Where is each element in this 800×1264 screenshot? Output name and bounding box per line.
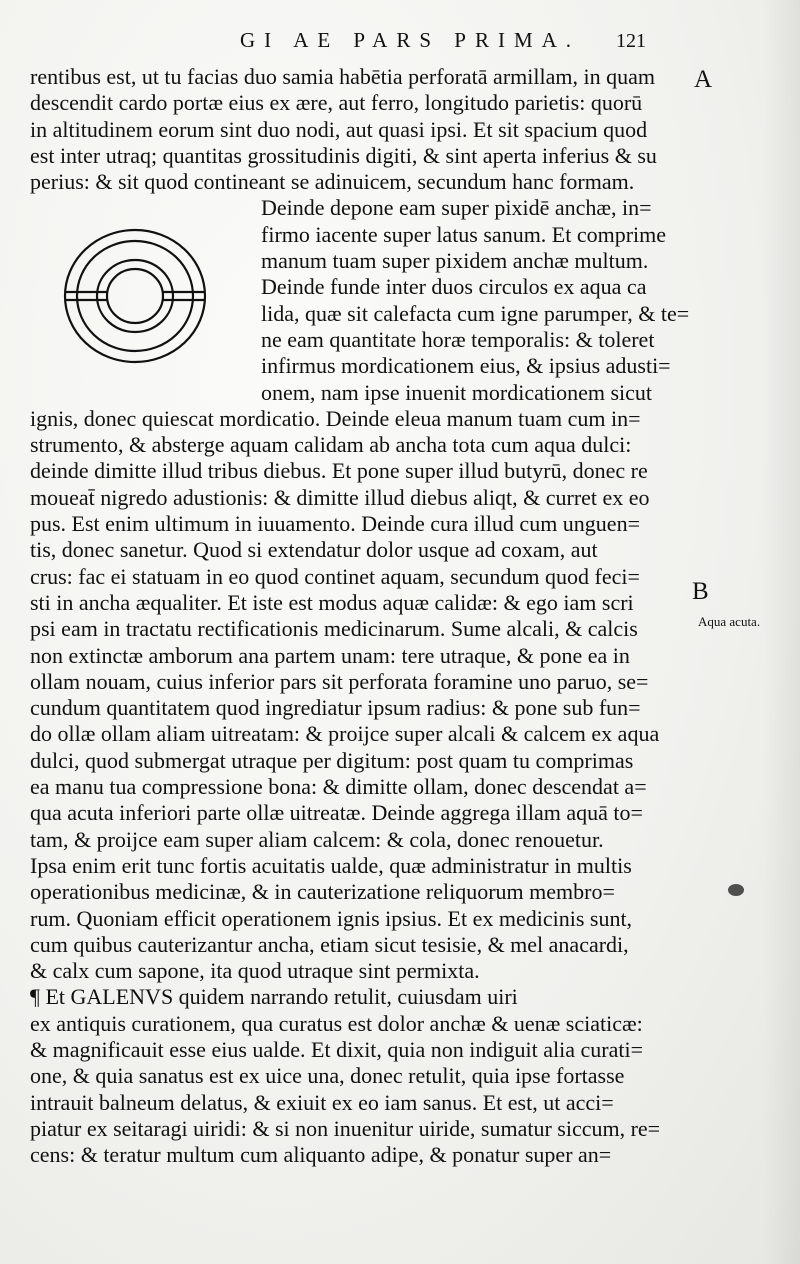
text-line: ¶ Et GALENVS quidem narrando retulit, cuiusdam uiri	[30, 984, 518, 1010]
text-line: perius: & sit quod contineant se adinuicem, secundum hanc formam.	[30, 169, 635, 195]
text-line: one, & quia sanatus est ex uice una, donec retulit, quia ipse fortasse	[30, 1063, 625, 1089]
text-line: ollam nouam, cuius inferior pars sit perforata foramine uno paruo, se=	[30, 668, 649, 694]
text-line: & magnificauit esse eius ualde. Et dixit, quia non indiguit alia curati=	[30, 1036, 643, 1062]
ink-blot	[728, 884, 744, 896]
text-line: & calx cum sapone, ita quod utraque sint permixta.	[30, 958, 480, 984]
page-number: 121	[616, 30, 646, 52]
text-line: deinde dimitte illud tribus diebus. Et pone super illud butyrū, donec re	[30, 458, 648, 484]
text-line: cundum quantitatem quod ingrediatur ipsum radius: & pone sub fun=	[30, 695, 641, 721]
text-line: firmo iacente super latus sanum. Et comprime	[261, 221, 667, 247]
text-line: Deinde funde inter duos circulos ex aqua ca	[261, 274, 647, 300]
text-line: dulci, quod submergat utraque per digitum: post quam tu comprimas	[30, 747, 634, 773]
text-line: crus: fac ei statuam in eo quod continet aquam, secundum quod feci=	[30, 563, 640, 589]
text-line: ex antiquis curationem, qua curatus est dolor anchæ & uenæ sciaticæ:	[30, 1010, 643, 1036]
text-line: psi eam in tractatu rectificationis medicinarum. Sume alcali, & calcis	[30, 616, 638, 642]
text-line: ignis, donec quiescat mordicatio. Deinde eleua manum tuam cum in=	[30, 405, 641, 431]
text-line: onem, nam ipse inuenit mordicationem sicut	[261, 379, 653, 405]
body-text	[30, 64, 690, 1168]
text-line: piatur ex seitaragi uiridi: & si non inuenitur uiride, sumatur siccum, re=	[30, 1115, 661, 1141]
text-line: operationibus medicinæ, & in cauterizatione reliquorum membro=	[30, 879, 615, 905]
text-line: Ipsa enim erit tunc fortis acuitatis ualde, quæ administratur in multis	[30, 852, 632, 878]
text-line: infirmus mordicationem eius, & ipsius adusti=	[261, 353, 671, 379]
text-line: sti in ancha æqualiter. Et iste est modus aquæ calidæ: & ego iam scri	[30, 589, 634, 615]
page-gutter-shadow	[762, 0, 800, 1264]
marginal-letter-b: B	[692, 578, 709, 605]
text-line: cens: & teratur multum cum aliquanto adipe, & ponatur super an=	[30, 1142, 612, 1168]
text-line: tam, & proijce eam super aliam calcem: & cola, donec renouetur.	[30, 826, 604, 852]
text-line: manum tuam super pixidem anchæ multum.	[261, 248, 649, 274]
text-line: intrauit balneum delatus, & exiuit ex eo iam sanus. Et est, ut acci=	[30, 1089, 614, 1115]
text-line: strumento, & absterge aquam calidam ab ancha tota cum aqua dulci:	[30, 432, 632, 458]
text-line: Deinde depone eam super pixidē anchæ, in=	[261, 195, 652, 221]
text-line: ea manu tua compressione bona: & dimitte ollam, donec descendat a=	[30, 774, 647, 800]
text-line: lida, quæ sit calefacta cum igne parumper, & te=	[261, 300, 690, 326]
text-line: rentibus est, ut tu facias duo samia habētia perforatā armillam, in quam	[30, 64, 655, 89]
text-line: non extinctæ amborum ana partem unam: tere utraque, & pone ea in	[30, 642, 630, 668]
text-line: do ollæ ollam aliam uitreatam: & proijce super alcali & calcem ex aqua	[30, 721, 660, 747]
text-line: qua acuta inferiori parte ollæ uitreatæ. Deinde aggrega illam aquā to=	[30, 800, 643, 826]
text-line: rum. Quoniam efficit operationem ignis ipsius. Et ex medicinis sunt,	[30, 905, 633, 931]
marginal-letter-a: A	[694, 66, 713, 93]
text-line: ne eam quantitate horæ temporalis: & toleret	[261, 326, 655, 352]
text-line: in altitudinem eorum sint duo nodi, aut quasi ipsi. Et sit spacium quod	[30, 116, 648, 142]
text-line: pus. Est enim ultimum in iuuamento. Deinde cura illud cum unguen=	[30, 511, 640, 537]
text-line: descendit cardo portæ eius ex ære, aut ferro, longitudo parietis: quorū	[30, 90, 643, 116]
text-line: cum quibus cauterizantur ancha, etiam sicut tesisie, & mel anacardi,	[30, 931, 629, 957]
marginal-note-aqua-acuta: Aqua acuta.	[698, 614, 761, 629]
text-line: moueat̄ nigredo adustionis: & dimitte illud diebus aliqt, & curret ex eo	[30, 484, 650, 510]
text-line: tis, donec sanetur. Quod si extendatur dolor usque ad coxam, aut	[30, 537, 598, 563]
running-head: GI AE PARS PRIMA.	[239, 28, 581, 52]
text-line: est inter utraq; quantitas grossitudinis digiti, & sint aperta inferius & su	[30, 142, 657, 168]
